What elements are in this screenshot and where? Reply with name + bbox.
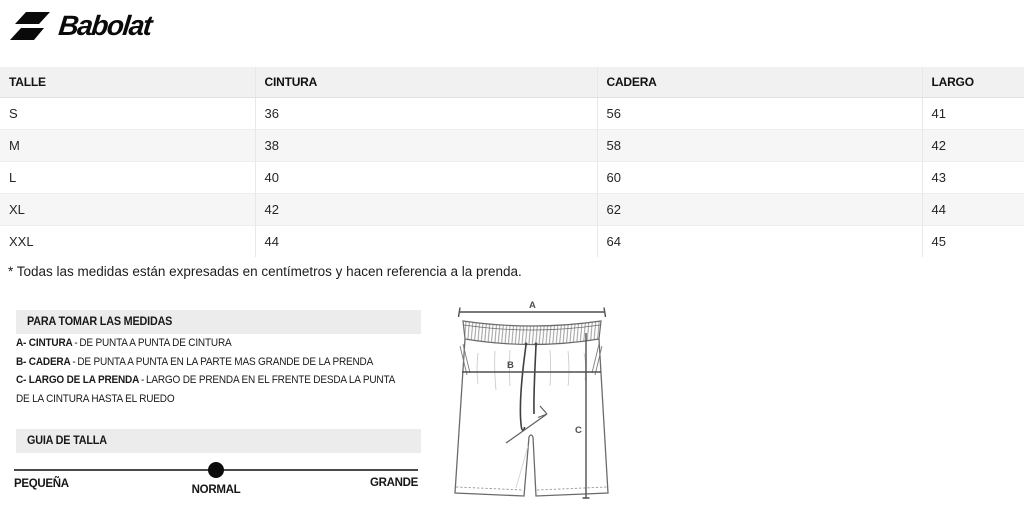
cell-largo: 41 — [922, 97, 1024, 129]
fit-label-large: GRANDE — [369, 477, 418, 489]
table-row — [0, 129, 1024, 161]
size-table-header-row — [0, 67, 1024, 97]
fit-guide-section-header — [16, 429, 421, 453]
diagram-label-b: B — [507, 360, 514, 371]
measures-section-header — [16, 310, 421, 334]
cell-cadera: 62 — [597, 193, 922, 225]
measure-item-b: B- CADERA - DE PUNTA A PUNTA EN LA PARTE MAS GRANDE DE LA PRENDA — [16, 355, 374, 368]
fit-label-normal: NORMAL — [191, 484, 241, 496]
col-header-talle: TALLE — [0, 67, 255, 97]
diagram-label-a: A — [529, 300, 536, 311]
cell-largo: 44 — [922, 193, 1024, 225]
babolat-wordmark: Babolat — [57, 10, 153, 41]
size-table — [0, 67, 1024, 257]
babolat-stripes-icon — [10, 11, 50, 41]
cell-talle: L — [9, 169, 17, 185]
babolat-logo — [10, 8, 153, 44]
table-row — [0, 193, 1024, 225]
col-header-cadera: CADERA — [597, 67, 922, 97]
measures-section-title: PARA TOMAR LAS MEDIDAS — [27, 316, 173, 328]
table-row — [0, 161, 1024, 193]
col-header-largo: LARGO — [922, 67, 1024, 97]
col-header-cintura: CINTURA — [255, 67, 597, 97]
table-row — [0, 97, 1024, 129]
cell-talle: XXL — [9, 233, 34, 249]
cell-cintura: 38 — [255, 129, 597, 161]
shorts-garment — [455, 321, 608, 496]
cell-largo: 42 — [922, 129, 1024, 161]
fit-scale — [14, 454, 418, 514]
cell-cintura: 36 — [255, 97, 597, 129]
cell-cintura: 40 — [255, 161, 597, 193]
shorts-diagram — [450, 296, 615, 516]
cell-talle: S — [9, 105, 18, 121]
cell-talle: XL — [9, 201, 25, 217]
measure-descriptions — [16, 334, 398, 408]
fit-scale-indicator-dot — [208, 462, 224, 478]
fit-label-small: PEQUEÑA — [14, 478, 69, 490]
cell-largo: 45 — [922, 225, 1024, 257]
cell-cadera: 60 — [597, 161, 922, 193]
cell-talle: M — [9, 137, 20, 153]
diagram-label-c: C — [575, 425, 582, 436]
cell-cintura: 42 — [255, 193, 597, 225]
measure-item-c: C- LARGO DE LA PRENDA - LARGO DE PRENDA EN EL FRENTE DESDA LA PUNTA DE LA CINTURA HASTA EL RUEDO — [16, 374, 395, 405]
measure-item-a: A- CINTURA - DE PUNTA A PUNTA DE CINTURA — [16, 337, 232, 349]
cell-cadera: 64 — [597, 225, 922, 257]
cell-cadera: 58 — [597, 129, 922, 161]
cell-largo: 43 — [922, 161, 1024, 193]
cell-cintura: 44 — [255, 225, 597, 257]
table-row — [0, 225, 1024, 257]
measurements-note: * Todas las medidas están expresadas en centímetros y hacen referencia a la prenda. — [8, 264, 522, 279]
fit-guide-section-title: GUIA DE TALLA — [27, 435, 107, 447]
cell-cadera: 56 — [597, 97, 922, 129]
